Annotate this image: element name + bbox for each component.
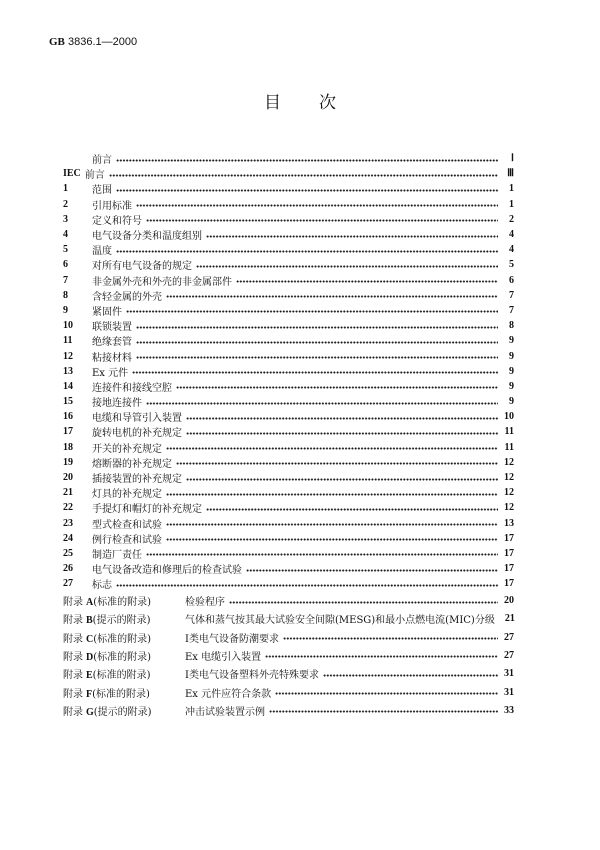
entry-page: Ⅰ: [511, 153, 514, 165]
toc-entry[interactable]: [63, 440, 514, 455]
dot-leader: [146, 553, 498, 556]
entry-number: 14: [63, 380, 73, 392]
entry-title: 前言: [92, 155, 112, 167]
entry-title: 粘接材料: [92, 352, 132, 364]
entry-page: Ⅲ: [507, 168, 514, 180]
dot-leader: [126, 310, 498, 313]
entry-number: 22: [63, 502, 73, 514]
appendix-letter: A: [86, 597, 94, 609]
appendix-page: 21: [504, 613, 515, 625]
entry-page: 11: [504, 441, 514, 453]
appendix-entry[interactable]: [63, 628, 514, 646]
dot-leader: [166, 523, 498, 526]
toc-entry[interactable]: [63, 424, 514, 439]
entry-number: 6: [63, 259, 68, 271]
dot-leader: [136, 204, 498, 207]
appendix-page: 27: [504, 649, 514, 661]
entry-number: 2: [63, 198, 68, 210]
appendix-title: Ⅰ类电气设备塑料外壳特殊要求: [185, 670, 319, 682]
appendix-prefix: 附录: [63, 688, 83, 700]
toc-entry[interactable]: [63, 166, 514, 181]
entry-page: 9: [509, 396, 514, 408]
appendix-kind: (提示的附录): [92, 615, 151, 627]
entry-page: 10: [504, 411, 514, 423]
dot-leader: [166, 295, 498, 298]
entry-number: 11: [63, 335, 73, 347]
toc-entry[interactable]: [63, 151, 514, 166]
entry-title: 手提灯和帽灯的补充规定: [92, 504, 202, 516]
appendix-title: 冲击试验装置示例: [185, 706, 265, 718]
dot-leader: [109, 174, 498, 177]
standard-number: 3836.1—2000: [67, 36, 138, 48]
toc-entry[interactable]: [63, 409, 514, 424]
appendix-letter: E: [86, 670, 93, 682]
entry-number: 24: [63, 532, 73, 544]
toc-entry[interactable]: [63, 212, 514, 227]
entry-page: 17: [504, 578, 514, 590]
appendix-kind: (提示的附录): [93, 706, 152, 718]
entry-number: IEC: [63, 168, 81, 180]
dot-leader: [116, 584, 498, 587]
entry-page: 12: [504, 487, 514, 499]
toc-entry[interactable]: [63, 394, 514, 409]
entry-page: 13: [504, 517, 514, 529]
appendix-page: 27: [504, 631, 514, 643]
appendix-letter: C: [86, 633, 94, 645]
entry-title: 绝缘套管: [92, 337, 132, 349]
entry-number: 9: [63, 304, 68, 316]
entry-title: 对所有电气设备的规定: [92, 261, 192, 273]
appendix-title: 气体和蒸气按其最大试验安全间隙(MESG)和最小点燃电流(MIC)分级: [185, 615, 495, 627]
appendix-prefix: 附录: [63, 597, 83, 609]
toc-entry[interactable]: [63, 500, 514, 515]
toc-entry[interactable]: [63, 531, 514, 546]
dot-leader: [166, 447, 498, 450]
entry-page: 9: [509, 335, 514, 347]
dot-leader: [116, 159, 498, 162]
appendix-label: [63, 685, 185, 700]
toc-entry[interactable]: [63, 485, 514, 500]
entry-title: 连接件和接线空腔: [92, 382, 172, 394]
entry-title: 引用标准: [92, 200, 132, 212]
entry-number: 16: [63, 411, 73, 423]
entry-title: 电气设备分类和温度组别: [92, 231, 202, 243]
toc-entry[interactable]: [63, 318, 514, 333]
toc-entry[interactable]: [63, 546, 514, 561]
dot-leader: [146, 402, 498, 405]
dot-leader: [206, 235, 498, 238]
entry-number: 7: [63, 274, 68, 286]
entry-title: 熔断器的补充规定: [92, 458, 172, 470]
appendix-label: [63, 648, 185, 663]
appendix-label: [63, 703, 185, 718]
toc-entry[interactable]: [63, 470, 514, 485]
appendix-title: Ⅰ类电气设备防潮要求: [185, 633, 279, 645]
toc-entry[interactable]: [63, 455, 514, 470]
appendix-entry[interactable]: [63, 683, 514, 701]
toc-entry[interactable]: [63, 561, 514, 576]
entry-title: 电气设备改造和修理后的检查试验: [92, 565, 242, 577]
entry-number: 18: [63, 441, 73, 453]
entry-number: 5: [63, 244, 68, 256]
entry-number: 12: [63, 350, 73, 362]
appendix-letter: B: [86, 615, 93, 627]
dot-leader: [196, 265, 498, 268]
entry-page: 1: [509, 198, 514, 210]
appendix-kind: (标准的附录): [92, 688, 150, 700]
entry-number: 20: [63, 472, 73, 484]
appendix-label: [63, 666, 185, 681]
entry-title: 含轻金属的外壳: [92, 291, 162, 303]
entry-page: 12: [504, 472, 514, 484]
entry-number: 19: [63, 456, 73, 468]
entry-title: 紧固件: [92, 306, 122, 318]
appendix-letter: F: [86, 688, 93, 700]
entry-title: 开关的补充规定: [92, 443, 162, 455]
toc-entry[interactable]: [63, 576, 514, 591]
entry-number: 13: [63, 365, 73, 377]
toc-entry[interactable]: [63, 257, 514, 272]
entry-title: 旋转电机的补充规定: [92, 428, 182, 440]
appendix-kind: (标准的附录): [93, 651, 152, 663]
toc-entry[interactable]: [63, 273, 514, 288]
appendix-entry[interactable]: [63, 701, 514, 719]
toc-appendix-list: [63, 591, 514, 719]
dot-leader: [186, 417, 498, 420]
entry-page: 7: [509, 304, 514, 316]
appendix-prefix: 附录: [63, 633, 83, 645]
entry-page: 4: [509, 244, 514, 256]
toc-entry[interactable]: [63, 181, 514, 196]
entry-page: 12: [504, 456, 514, 468]
entry-title: 制造厂责任: [92, 549, 142, 561]
entry-page: 17: [504, 563, 514, 575]
dot-leader: [186, 432, 498, 435]
appendix-kind: (标准的附录): [92, 670, 151, 682]
appendix-page: 20: [504, 595, 514, 607]
appendix-prefix: 附录: [63, 670, 83, 682]
appendix-letter: D: [86, 651, 94, 663]
entry-page: 17: [504, 532, 514, 544]
dot-leader: [116, 250, 498, 253]
appendix-page: 31: [504, 686, 514, 698]
entry-title: 范围: [92, 185, 112, 197]
appendix-label: [63, 630, 185, 645]
entry-title: 接地连接件: [92, 398, 142, 410]
appendix-page: 31: [504, 668, 514, 680]
dot-leader: [283, 637, 498, 640]
appendix-title: Ex 元件应符合条款: [185, 688, 272, 700]
entry-page: 9: [509, 365, 514, 377]
dot-leader: [132, 371, 498, 374]
appendix-entry[interactable]: [63, 610, 514, 628]
entry-title: 温度: [92, 246, 112, 258]
entry-page: 2: [509, 213, 514, 225]
entry-page: 9: [509, 350, 514, 362]
dot-leader: [136, 326, 498, 329]
toc-entry[interactable]: [63, 348, 514, 363]
entry-number: 4: [63, 229, 68, 241]
entry-page: 11: [504, 426, 514, 438]
dot-leader: [176, 462, 498, 465]
entry-page: 9: [509, 380, 514, 392]
entry-title: 定义和符号: [92, 215, 142, 227]
appendix-prefix: 附录: [63, 651, 83, 663]
appendix-page: 33: [504, 704, 514, 716]
entry-title: 前言: [84, 170, 105, 182]
appendix-prefix: 附录: [63, 615, 83, 627]
entry-number: 8: [63, 289, 68, 301]
entry-number: 23: [63, 517, 73, 529]
appendix-title: 检验程序: [185, 597, 225, 609]
entry-page: 4: [509, 229, 514, 241]
dot-leader: [246, 569, 498, 572]
entry-page: 17: [504, 547, 514, 559]
dot-leader: [146, 219, 498, 222]
toc-entry[interactable]: [63, 364, 514, 379]
toc-main-list: [63, 151, 514, 591]
toc-entry[interactable]: [63, 242, 514, 257]
dot-leader: [186, 478, 498, 481]
appendix-kind: (标准的附录): [93, 597, 152, 609]
appendix-label: [63, 593, 185, 608]
toc-entry[interactable]: [63, 303, 514, 318]
entry-number: 3: [63, 213, 68, 225]
entry-number: 17: [63, 426, 73, 438]
dot-leader: [116, 189, 498, 192]
entry-number: 25: [63, 547, 73, 559]
toc-entry[interactable]: [63, 197, 514, 212]
dot-leader: [166, 538, 498, 541]
toc-entry[interactable]: [63, 288, 514, 303]
dot-leader: [323, 674, 498, 677]
dot-leader: [176, 386, 498, 389]
dot-leader: [275, 692, 498, 695]
entry-number: 10: [63, 320, 73, 332]
entry-title: 电缆和导管引入装置: [92, 413, 182, 425]
entry-number: 1: [63, 183, 68, 195]
toc-entry[interactable]: [63, 516, 514, 531]
entry-title: Ex 元件: [92, 367, 129, 379]
document-header: [49, 36, 137, 48]
toc-entry[interactable]: [63, 333, 514, 348]
entry-page: 7: [509, 289, 514, 301]
appendix-letter: G: [86, 706, 94, 718]
appendix-label: [63, 611, 185, 626]
appendix-entry[interactable]: [63, 665, 514, 683]
entry-page: 6: [509, 274, 514, 286]
entry-page: 1: [509, 183, 514, 195]
entry-number: 27: [63, 578, 73, 590]
entry-title: 标志: [92, 580, 112, 592]
appendix-entry[interactable]: [63, 646, 514, 664]
entry-title: 例行检查和试验: [92, 534, 162, 546]
dot-leader: [269, 710, 498, 713]
entry-number: 15: [63, 396, 73, 408]
toc-entry[interactable]: [63, 227, 514, 242]
entry-page: 5: [509, 259, 514, 271]
entry-title: 插接装置的补充规定: [92, 474, 182, 486]
entry-page: 8: [509, 320, 514, 332]
dot-leader: [136, 356, 498, 359]
appendix-prefix: 附录: [63, 706, 83, 718]
dot-leader: [229, 601, 498, 604]
dot-leader: [206, 508, 498, 511]
table-of-contents: [63, 151, 514, 720]
dot-leader: [236, 280, 498, 283]
standard-code: GB: [49, 36, 65, 48]
entry-title: 非金属外壳和外壳的非金属部件: [92, 276, 232, 288]
page-title: 目次: [264, 93, 374, 113]
appendix-title: Ex 电缆引入装置: [185, 651, 262, 663]
entry-title: 联锁装置: [92, 322, 132, 334]
entry-title: 灯具的补充规定: [92, 489, 162, 501]
entry-title: 型式检查和试验: [92, 519, 162, 531]
appendix-entry[interactable]: [63, 591, 514, 609]
dot-leader: [136, 341, 498, 344]
appendix-kind: (标准的附录): [93, 633, 152, 645]
dot-leader: [265, 655, 498, 658]
entry-number: 26: [63, 563, 73, 575]
dot-leader: [166, 493, 498, 496]
entry-page: 12: [504, 502, 514, 514]
entry-number: 21: [63, 487, 73, 499]
toc-entry[interactable]: [63, 379, 514, 394]
